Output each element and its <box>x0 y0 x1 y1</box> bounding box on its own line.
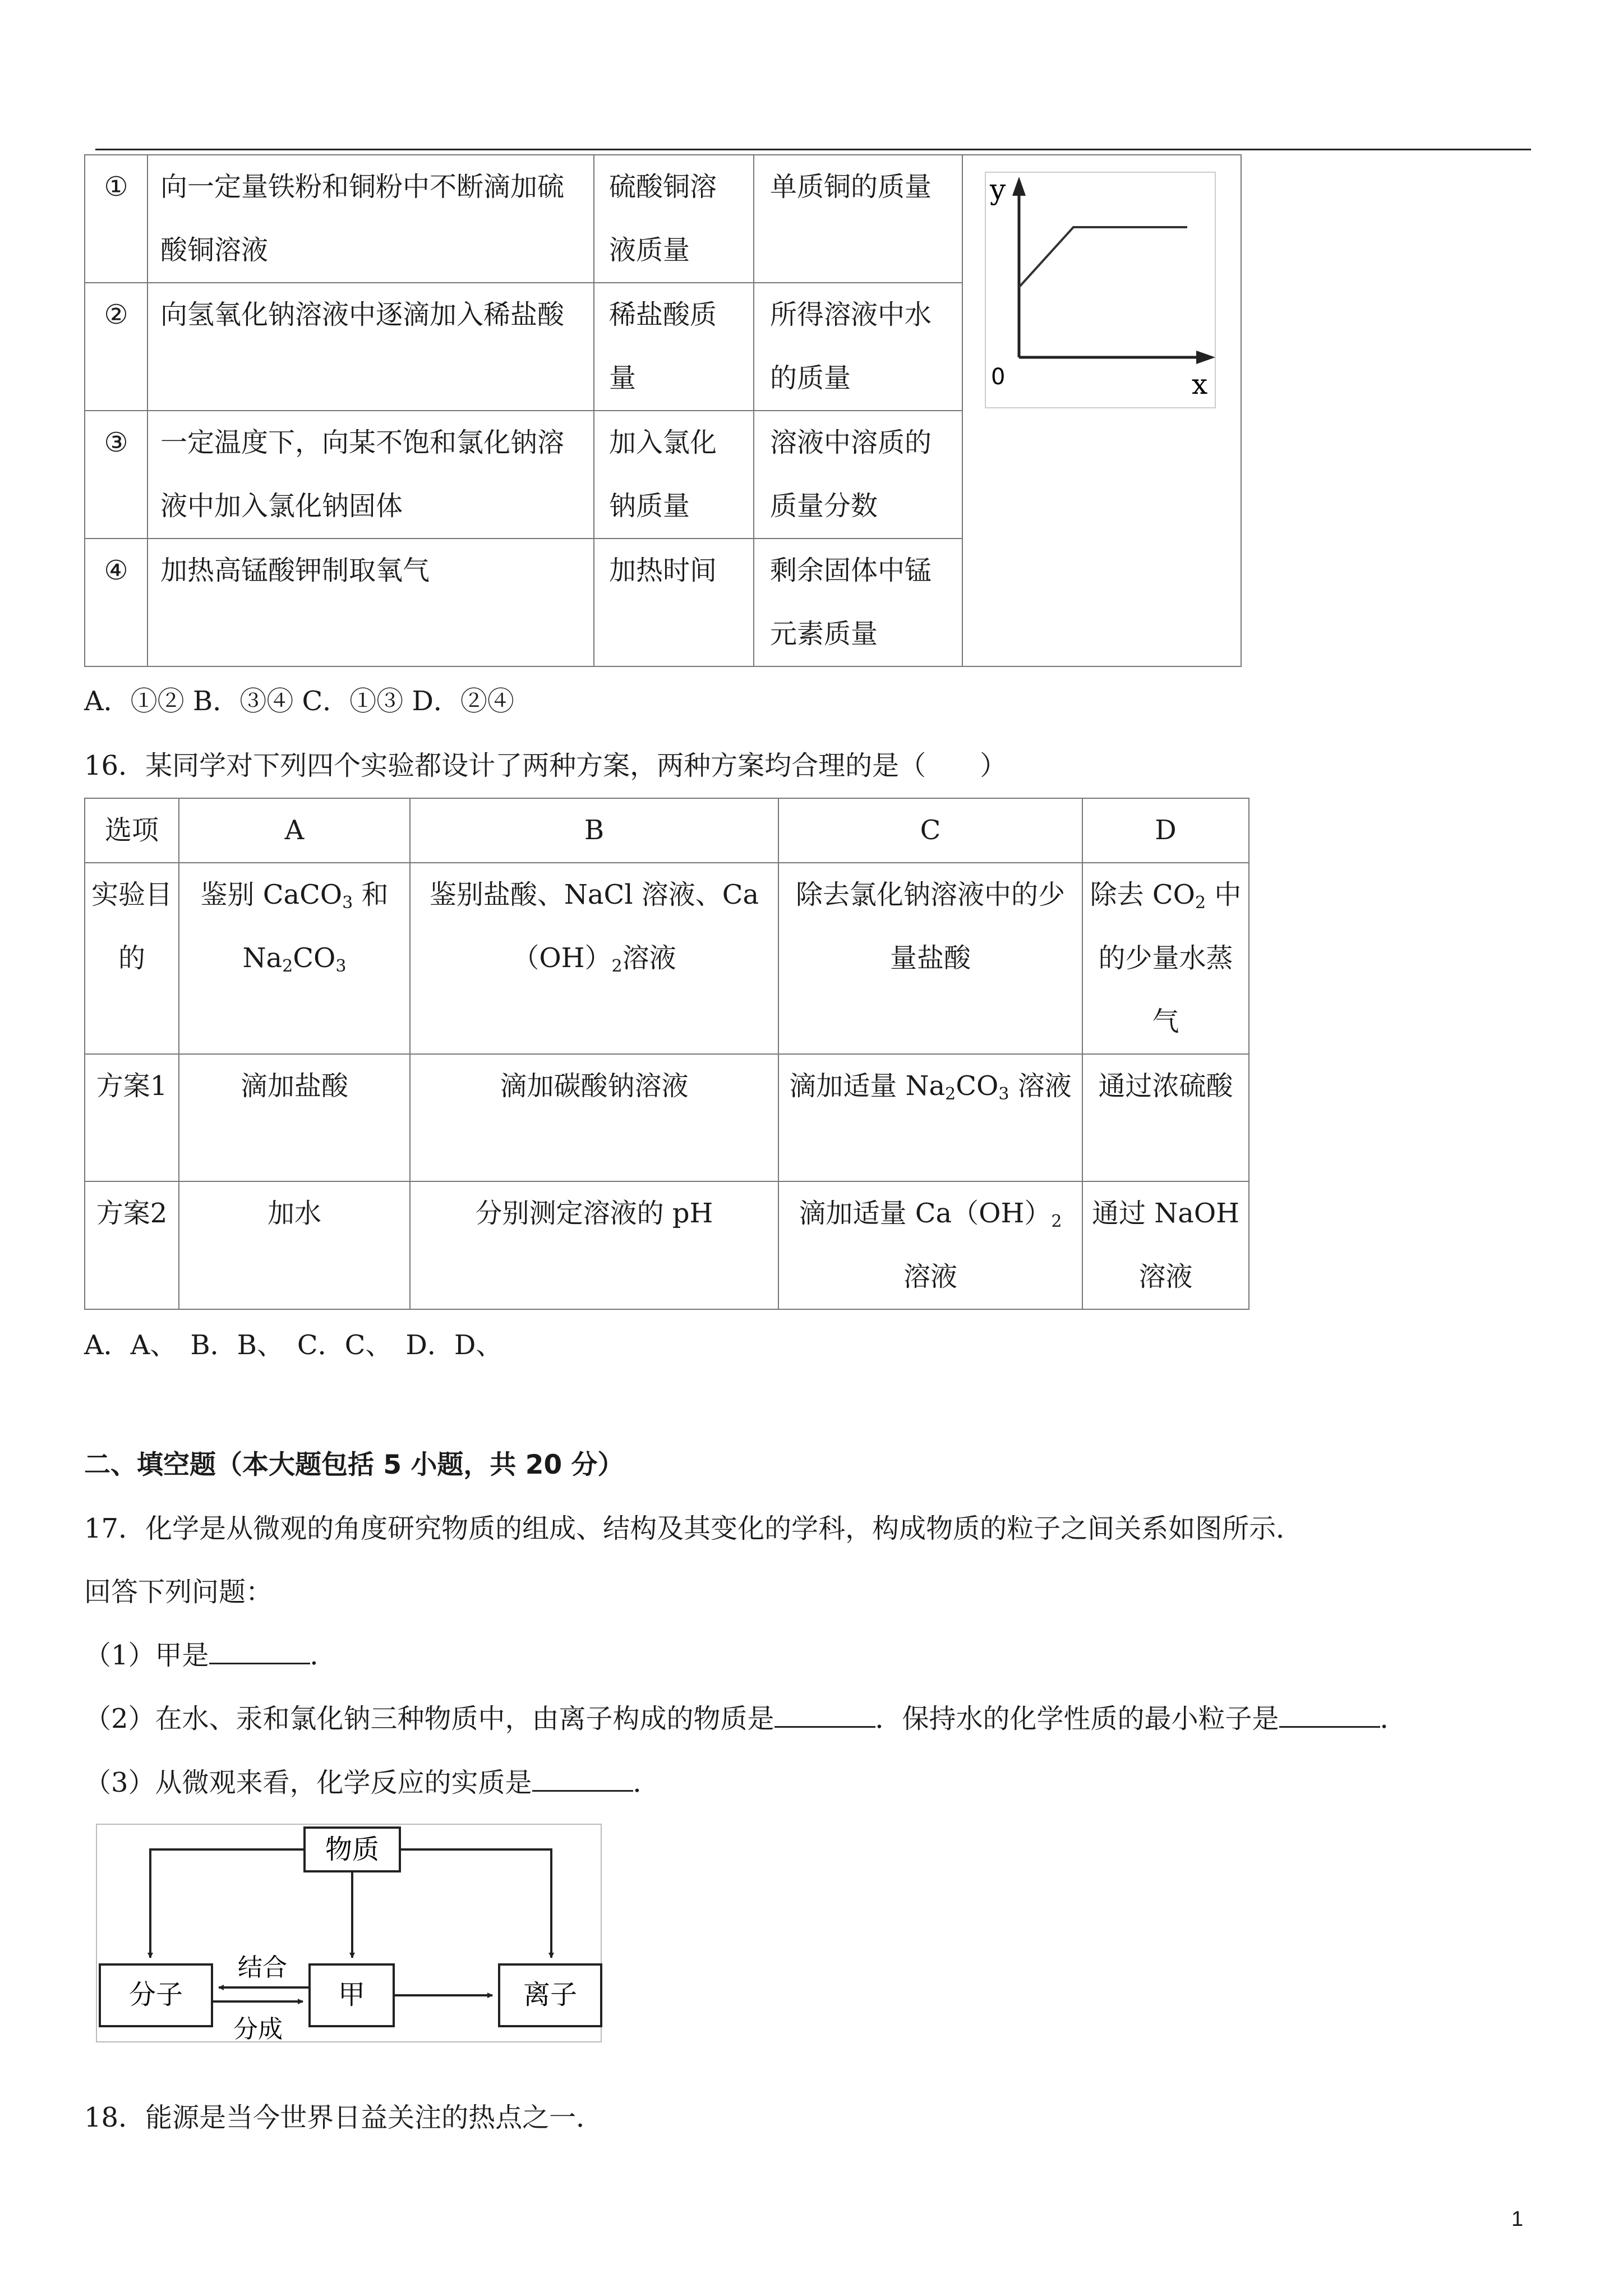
row-number: ③ <box>85 411 147 539</box>
q15-graph <box>963 155 1241 665</box>
label-combine: 结合 <box>238 1953 287 1982</box>
answer-blank[interactable] <box>1279 1701 1380 1728</box>
x-quantity: 硫酸铜溶液质量 <box>594 155 754 283</box>
y-quantity: 所得溶液中水的质量 <box>754 283 962 411</box>
table-row <box>85 1181 1249 1309</box>
x-axis-arrow <box>1196 351 1215 364</box>
header-cell: B <box>410 798 778 863</box>
experiment-description: 加热高锰酸钾制取氧气 <box>147 539 594 666</box>
header-cell: 选项 <box>85 798 179 863</box>
row-number: ② <box>85 283 147 411</box>
header-cell: D <box>1082 798 1249 863</box>
x-axis-label: x <box>1192 368 1208 401</box>
row-label: 实验目的 <box>85 863 179 1054</box>
answer-blank[interactable] <box>532 1765 633 1792</box>
purpose-c: 除去氯化钠溶液中的少量盐酸 <box>778 863 1082 1054</box>
plan2-b: 分别测定溶液的 pH <box>410 1181 778 1309</box>
table-row <box>85 155 1241 283</box>
q17-part2: （2）在水、汞和氯化钠三种物质中，由离子构成的物质是 ．保持水的化学性质的最小粒子是 ． <box>84 1701 1407 1736</box>
experiment-description: 向氢氧化钠溶液中逐滴加入稀盐酸 <box>147 283 594 411</box>
experiment-description: 向一定量铁粉和铜粉中不断滴加硫酸铜溶液 <box>147 155 594 283</box>
y-quantity: 溶液中溶质的质量分数 <box>754 411 962 539</box>
section-title: 二、填空题（本大题包括 5 小题，共 20 分） <box>84 1450 624 1480</box>
plan2-d: 通过 NaOH 溶液 <box>1082 1181 1249 1309</box>
plan1-d: 通过浓硫酸 <box>1082 1054 1249 1181</box>
label-molecule: 分子 <box>128 1979 183 2010</box>
q15-graph-cell <box>962 155 1241 666</box>
label-split: 分成 <box>233 2015 283 2044</box>
arrow-to-molecule <box>150 1849 305 1958</box>
table-row <box>85 863 1249 1054</box>
x-quantity: 加热时间 <box>594 539 754 666</box>
purpose-b: 鉴别盐酸、NaCl 溶液、Ca $(OH)_2$溶液 <box>410 863 778 1054</box>
label-substance: 物质 <box>325 1834 380 1865</box>
q17-stem: 17．化学是从微观的角度研究物质的组成、结构及其变化的学科，构成物质的粒子之间关系如图所示． <box>84 1513 1303 1544</box>
row-number: ④ <box>85 539 147 666</box>
plan1-b: 滴加碳酸钠溶液 <box>410 1054 778 1181</box>
header-rule <box>95 149 1531 150</box>
x-quantity: 稀盐酸质量 <box>594 283 754 411</box>
plan1-a: 滴加盐酸 <box>179 1054 410 1181</box>
table-row <box>85 1054 1249 1181</box>
q17-part3: （3）从微观来看，化学反应的实质是 ． <box>84 1765 660 1800</box>
table-row <box>85 798 1249 863</box>
q16-table <box>84 798 1249 1310</box>
q18-stem: 18．能源是当今世界日益关注的热点之一． <box>84 2102 603 2133</box>
row-number: ① <box>85 155 147 283</box>
y-axis-label: y <box>990 173 1006 206</box>
q15-options: A．①② B．③④ C．①③ D．②④ <box>84 685 514 717</box>
q16-options: A．A、 B．B、 C．C、 D．D、 <box>84 1329 503 1361</box>
y-quantity: 单质铜的质量 <box>754 155 962 283</box>
row-label: 方案2 <box>85 1181 179 1309</box>
header-cell: C <box>778 798 1082 863</box>
x-quantity: 加入氯化钠质量 <box>594 411 754 539</box>
experiment-description: 一定温度下，向某不饱和氯化钠溶液中加入氯化钠固体 <box>147 411 594 539</box>
label-ion: 离子 <box>523 1979 578 2010</box>
arrow-to-ion <box>400 1849 551 1958</box>
row-label: 方案1 <box>85 1054 179 1181</box>
y-quantity: 剩余固体中锰元素质量 <box>754 539 962 666</box>
page-number: 1 <box>1511 2207 1524 2231</box>
purpose-a: 鉴别 CaCO$_3$ 和 $Na_2CO_3$ <box>179 863 410 1054</box>
label-jia: 甲 <box>338 1979 366 2010</box>
answer-blank[interactable] <box>209 1638 310 1664</box>
plan1-c: 滴加适量 $Na_2CO_3$ 溶液 <box>778 1054 1082 1181</box>
answer-blank[interactable] <box>774 1701 875 1728</box>
plan2-a: 加水 <box>179 1181 410 1309</box>
q17-part1: （1）甲是 ． <box>84 1638 337 1672</box>
origin-label: 0 <box>991 364 1006 390</box>
q17-diagram <box>95 1823 611 2047</box>
q15-table <box>84 154 1242 667</box>
purpose-d: 除去 $CO_2$ 中的少量水蒸气 <box>1082 863 1249 1054</box>
q16-stem: 16．某同学对下列四个实验都设计了两种方案，两种方案均合理的是（ ） <box>84 750 1007 781</box>
header-cell: A <box>179 798 410 863</box>
plan2-c: 滴加适量 $Ca(OH)_2$ 溶液 <box>778 1181 1082 1309</box>
graph-curve <box>1019 227 1187 287</box>
q17-prompt: 回答下列问题： <box>84 1576 273 1608</box>
y-axis-arrow <box>1012 177 1026 196</box>
